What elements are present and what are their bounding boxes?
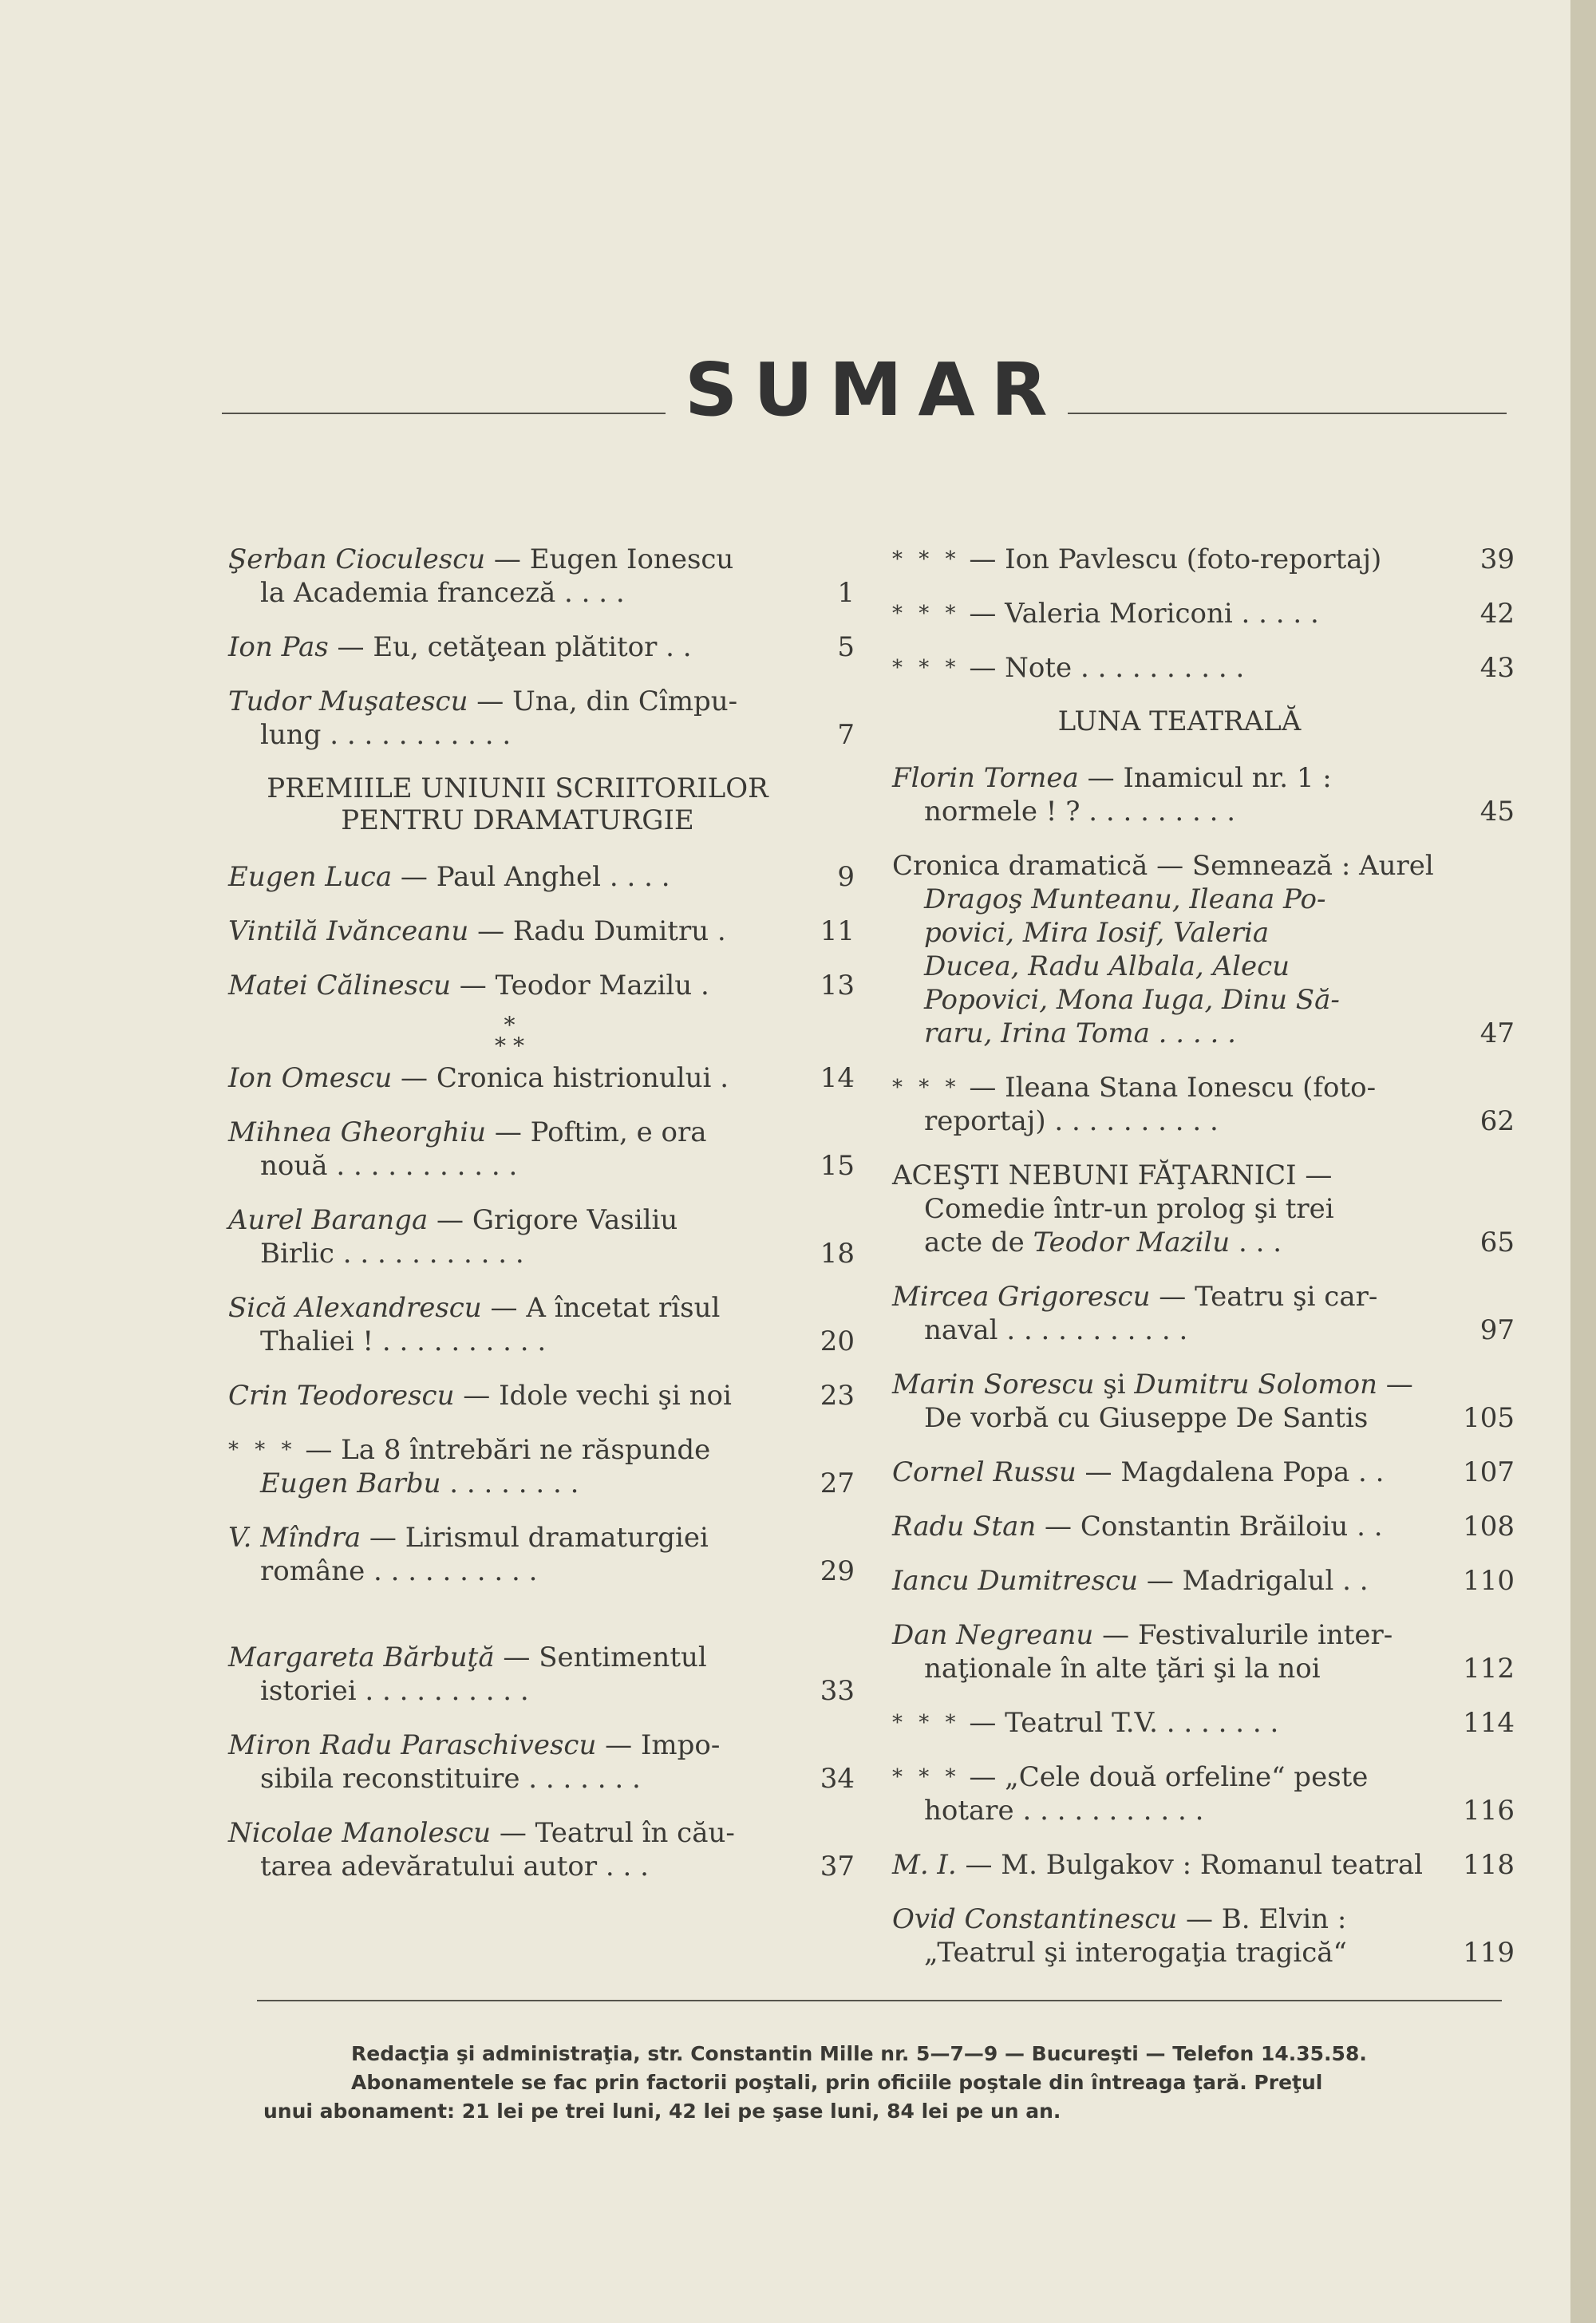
entry-first-line: [228, 1641, 791, 1674]
entry-title-cont: Popovici, Mona Iuga, Dinu Să-: [924, 984, 1340, 1016]
asterisks-mark: * * *: [892, 602, 961, 626]
footer-line-subscriptions: Abonamentele se fac prin factorii poştali, prin oficiile poştale din întreaga ţară. Preţul: [351, 2071, 1323, 2094]
entry-first-line: [892, 1510, 1451, 1543]
entry-author: Dan Negreanu: [892, 1619, 1094, 1651]
entry-title: —: [1377, 1369, 1413, 1401]
page-number: 105: [1463, 1402, 1515, 1434]
page-number: 47: [1479, 1017, 1515, 1049]
entry-title: Eu, cetăţean plătitor . .: [373, 631, 692, 663]
entry-title-cont: „Teatrul şi interogaţia tragică“: [924, 1937, 1347, 1969]
toc-entry[interactable]: [228, 1816, 855, 1883]
page-number: 5: [837, 631, 855, 663]
entry-author: Margareta Bărbuţă: [228, 1642, 495, 1673]
toc-entry[interactable]: [892, 1510, 1515, 1543]
page-number: 107: [1463, 1456, 1515, 1488]
entry-title-cont: tarea adevăratului autor . . .: [260, 1851, 649, 1882]
entry-separator: —: [392, 861, 437, 893]
entry-continuation-line: [892, 1104, 1451, 1138]
entry-separator: —: [361, 1522, 405, 1554]
entry-title: Radu Dumitru .: [512, 915, 726, 947]
entry-author: V. Mîndra: [228, 1522, 361, 1554]
entry-separator: —: [491, 1817, 535, 1849]
spacer: [228, 1609, 855, 1641]
page-number: 34: [820, 1763, 855, 1795]
toc-entry[interactable]: [892, 1706, 1515, 1740]
entry-first-line: [228, 1116, 791, 1149]
entry-title: Sentimentul: [539, 1642, 707, 1673]
entry-title-cont: lung . . . . . . . . . . .: [260, 719, 512, 751]
entry-first-line: [228, 969, 791, 1002]
entry-separator: —: [328, 631, 373, 663]
entry-separator: —: [1177, 1903, 1222, 1935]
entry-first-line: [892, 849, 1451, 883]
entry-first-line: [892, 1706, 1451, 1740]
entry-author: Marin Sorescu: [892, 1369, 1095, 1401]
entry-separator: —: [481, 1292, 527, 1324]
footer-line-address: Redacţia şi administraţia, str. Constantin Mille nr. 5—7—9 — Bucureşti — Telefon 14.35.58.: [351, 2042, 1367, 2065]
entry-author: Aurel Baranga: [228, 1204, 429, 1236]
entry-title: Lirismul dramaturgiei: [405, 1522, 709, 1554]
page-number: 39: [1479, 543, 1515, 575]
entry-separator: —: [428, 1204, 472, 1236]
page-number: 33: [820, 1675, 855, 1707]
entry-separator: —: [485, 543, 530, 575]
entry-continuation-line: [892, 1936, 1451, 1969]
entry-continuation-line: [228, 1674, 791, 1708]
toc-entry[interactable]: [228, 860, 855, 894]
entry-title-cont: naval . . . . . . . . . . .: [924, 1314, 1188, 1346]
entry-first-line: [892, 597, 1451, 630]
entry-continuation-line: [228, 1762, 791, 1796]
entry-separator: —: [392, 1062, 437, 1094]
entry-continuation-line: [892, 916, 1451, 950]
entry-continuation-line: [228, 1850, 791, 1883]
toc-entry[interactable]: [892, 849, 1515, 1050]
toc-entry[interactable]: [892, 1368, 1515, 1435]
toc-entry[interactable]: [228, 1379, 855, 1412]
entry-title: „Cele două orfeline“ peste: [1005, 1761, 1369, 1793]
entry-title: A încetat rîsul: [526, 1292, 721, 1324]
entry-title-cont: normele ! ? . . . . . . . . .: [924, 796, 1236, 828]
entry-author: Florin Tornea: [892, 762, 1079, 794]
entry-continuation-line: [228, 1555, 791, 1588]
page-number: 118: [1463, 1849, 1515, 1881]
toc-left-column: [228, 543, 855, 1904]
entry-first-line: [892, 543, 1451, 576]
asterism-separator: * * *: [495, 1012, 524, 1059]
entry-continuation-line: [228, 1467, 791, 1500]
entry-continuation-line: [892, 1401, 1451, 1435]
entry-continuation-line: [228, 576, 791, 610]
entry-first-line: [892, 1618, 1451, 1652]
entry-title-cont: povici, Mira Iosif, Valeria: [924, 917, 1270, 949]
entry-title: M. Bulgakov : Romanul teatral: [1001, 1849, 1424, 1881]
entry-title: Teatrul T.V. . . . . . . .: [1005, 1707, 1279, 1739]
toc-entry[interactable]: [892, 1159, 1515, 1259]
entry-author: Nicolae Manolescu: [228, 1817, 492, 1849]
toc-entry[interactable]: [228, 1203, 855, 1270]
entry-title: Constantin Brăiloiu . .: [1080, 1511, 1383, 1543]
entry-title: Cronica histrionului .: [436, 1062, 729, 1094]
entry-title: Valeria Moriconi . . . . .: [1005, 598, 1319, 630]
asterisks-mark: * * *: [892, 1765, 961, 1789]
entry-title: Teatru şi car-: [1195, 1281, 1378, 1313]
entry-title-cont: la Academia franceză . . . .: [260, 577, 625, 609]
entry-first-line: [892, 1280, 1451, 1314]
entry-separator: —: [1078, 762, 1124, 794]
entry-author: Miron Radu Paraschivescu: [228, 1729, 597, 1761]
toc-entry[interactable]: [892, 597, 1515, 630]
entry-title-cont: Thaliei ! . . . . . . . . . .: [260, 1325, 547, 1357]
entry-author: Şerban Cioculescu: [228, 543, 486, 575]
page-number: 14: [820, 1062, 855, 1094]
title-row: [222, 347, 1507, 433]
page-number: 112: [1463, 1653, 1515, 1685]
toc-entry[interactable]: [892, 1564, 1515, 1598]
entry-first-line: [892, 1902, 1451, 1936]
entry-title-cont: istoriei . . . . . . . . . .: [260, 1675, 529, 1707]
entry-title-cont: hotare . . . . . . . . . . .: [924, 1795, 1204, 1827]
entry-continuation-line: [892, 1794, 1451, 1827]
entry-continuation-line: [892, 883, 1451, 916]
toc-entry[interactable]: [892, 543, 1515, 576]
page-number: 18: [820, 1238, 855, 1270]
entry-first-line: [892, 1564, 1451, 1598]
entry-author: Radu Stan: [892, 1511, 1037, 1543]
entry-title-cont: reportaj) . . . . . . . . . .: [924, 1105, 1219, 1137]
entry-title: B. Elvin :: [1221, 1903, 1347, 1935]
entry-separator: —: [960, 1707, 1005, 1739]
page-number: 23: [820, 1380, 855, 1412]
page-number: 97: [1479, 1314, 1515, 1346]
entry-title: Teodor Mazilu .: [495, 970, 709, 1001]
toc-entry[interactable]: [228, 1521, 855, 1588]
page-number: 114: [1463, 1707, 1515, 1739]
entry-first-line: [228, 1433, 791, 1467]
entry-title-cont: nouă . . . . . . . . . . .: [260, 1150, 518, 1182]
entry-title-cont: Dragoş Munteanu, Ileana Po-: [924, 883, 1326, 915]
entry-title: Note . . . . . . . . . .: [1005, 652, 1245, 684]
entry-author: M. I.: [892, 1849, 957, 1881]
entry-separator: —: [1150, 1281, 1195, 1313]
page-number: 7: [837, 719, 855, 751]
entry-author: Vintilă Ivănceanu: [228, 915, 469, 947]
entry-first-line: [892, 651, 1451, 685]
entry-continuation-line: [228, 1325, 791, 1358]
page-number: 116: [1463, 1795, 1515, 1827]
page-number: 45: [1479, 796, 1515, 828]
entry-title: Festivalurile inter-: [1137, 1619, 1393, 1651]
entry-author: Ovid Constantinescu: [892, 1903, 1178, 1935]
entry-title: Ileana Stana Ionescu (foto-: [1005, 1072, 1377, 1104]
entry-separator: —: [1138, 1565, 1183, 1597]
entry-title: Poftim, e ora: [530, 1116, 707, 1148]
entry-title-cont: Comedie într-un prolog şi trei: [924, 1193, 1334, 1225]
entry-continuation-line: [892, 983, 1451, 1017]
footer-rule: [257, 2000, 1502, 2001]
toc-entry[interactable]: [228, 543, 855, 610]
entry-author: Mircea Grigorescu: [892, 1281, 1151, 1313]
section-heading: LUNA TEATRALĂ: [1057, 705, 1302, 737]
entry-separator: şi: [1094, 1369, 1135, 1401]
entry-first-line: [892, 1456, 1451, 1489]
entry-title-cont: sibila reconstituire . . . . . . .: [260, 1763, 641, 1795]
entry-first-line: [228, 915, 791, 948]
entry-continuation-line: [892, 950, 1451, 983]
toc-entry[interactable]: [892, 1902, 1515, 1969]
entry-separator: —: [960, 1761, 1005, 1793]
page-number: 110: [1463, 1565, 1515, 1597]
entry-separator: —: [486, 1116, 531, 1148]
page-number: 13: [820, 970, 855, 1001]
entry-title-cont: naţionale în alte ţări şi la noi: [924, 1653, 1321, 1685]
toc-entry[interactable]: [228, 685, 855, 752]
toc-entry[interactable]: [892, 1618, 1515, 1685]
toc-entry[interactable]: [228, 1641, 855, 1708]
entry-first-line: [892, 1368, 1451, 1401]
entry-title: Una, din Cîmpu-: [512, 685, 738, 717]
toc-entry[interactable]: [228, 1728, 855, 1796]
toc-entry[interactable]: [228, 1116, 855, 1183]
entry-separator: —: [1036, 1511, 1080, 1543]
entry-continuation-line: [892, 1314, 1451, 1347]
page-number: 15: [820, 1150, 855, 1182]
section-heading: PREMIILE UNIUNII SCRIITORILOR PENTRU DRAMATURGIE: [267, 772, 768, 836]
entry-continuation-line: [892, 795, 1451, 828]
toc-entry[interactable]: [228, 1291, 855, 1358]
entry-continuation-line: [228, 718, 791, 752]
entry-first-line: [228, 685, 791, 718]
entry-author: Eugen Luca: [228, 861, 393, 893]
entry-author: Sică Alexandrescu: [228, 1292, 482, 1324]
entry-title-cont: Birlic . . . . . . . . . . .: [260, 1238, 524, 1270]
entry-first-line: [892, 1071, 1451, 1104]
page-number: 65: [1479, 1227, 1515, 1258]
toc-entry[interactable]: [892, 1760, 1515, 1827]
entry-title: Ion Pavlescu (foto-reportaj): [1005, 543, 1382, 575]
entry-first-line: [228, 1061, 791, 1095]
entry-separator: —: [960, 1072, 1005, 1104]
entry-title: Inamicul nr. 1 :: [1123, 762, 1332, 794]
entry-continuation-line: [892, 1226, 1451, 1259]
entry-dots: . . . . . . . .: [440, 1468, 579, 1499]
page-number: 20: [820, 1325, 855, 1357]
page-number: 29: [820, 1555, 855, 1587]
entry-author: Tudor Muşatescu: [228, 685, 468, 717]
entry-title: Teatrul în cău-: [535, 1817, 735, 1849]
entry-separator: —: [956, 1849, 1001, 1881]
toc-entry[interactable]: [228, 1433, 855, 1500]
asterisks-mark: * * *: [892, 547, 961, 571]
entry-author: Matei Călinescu: [228, 970, 451, 1001]
entry-separator: —: [960, 543, 1005, 575]
entry-separator: —: [596, 1729, 641, 1761]
title-rule-right: [1068, 413, 1507, 414]
entry-separator: —: [1076, 1456, 1121, 1488]
entry-author: Cornel Russu: [892, 1456, 1077, 1488]
entry-title-cont: române . . . . . . . . . .: [260, 1555, 538, 1587]
entry-dots: . . .: [1230, 1227, 1282, 1258]
toc-entry[interactable]: [892, 1071, 1515, 1138]
page-edge: [1570, 0, 1596, 2323]
entry-author: Ion Omescu: [228, 1062, 393, 1094]
entry-title: Madrigalul . .: [1182, 1565, 1369, 1597]
entry-continuation-line: [228, 1237, 791, 1270]
toc-entry[interactable]: [892, 1456, 1515, 1489]
entry-first-line: [228, 1521, 791, 1555]
toc-entry[interactable]: [228, 1061, 855, 1095]
toc-entry[interactable]: [228, 915, 855, 948]
entry-title-cont: acte de: [924, 1227, 1025, 1258]
entry-coauthor: Dumitru Solomon: [1134, 1369, 1377, 1401]
entry-first-line: [228, 1816, 791, 1850]
entry-title: Idole vechi şi noi: [499, 1380, 732, 1412]
page-number: 108: [1463, 1511, 1515, 1543]
entry-separator: —: [454, 1380, 500, 1412]
entry-title: Cronica dramatică — Semnează : Aurel: [892, 850, 1434, 882]
page-number: 1: [837, 577, 855, 609]
entry-title: Grigore Vasiliu: [472, 1204, 678, 1236]
page-number: 9: [837, 861, 855, 893]
entry-separator: —: [451, 970, 496, 1001]
entry-title-cont: raru, Irina Toma . . . . .: [924, 1017, 1236, 1049]
entry-first-line: [228, 860, 791, 894]
entry-author: Teodor Mazilu: [1033, 1227, 1231, 1258]
page-title: SUMAR: [685, 347, 1064, 433]
entry-separator: —: [1093, 1619, 1138, 1651]
entry-first-line: [892, 1760, 1451, 1794]
entry-first-line: [228, 1379, 791, 1412]
toc-entry[interactable]: [892, 761, 1515, 828]
entry-first-line: [892, 1848, 1451, 1882]
entry-title: ACEŞTI NEBUNI FĂŢARNICI —: [892, 1160, 1333, 1191]
entry-separator: —: [468, 685, 513, 717]
entry-first-line: [228, 630, 791, 664]
entry-first-line: [892, 761, 1451, 795]
page-number: 42: [1479, 598, 1515, 630]
entry-continuation-line: [228, 1149, 791, 1183]
entry-separator: —: [296, 1434, 342, 1466]
entry-title: Eugen Ionescu: [529, 543, 734, 575]
entry-separator: —: [468, 915, 513, 947]
entry-title: Paul Anghel . . . .: [436, 861, 670, 893]
page-number: 11: [820, 915, 855, 947]
asterisks-mark: * * *: [892, 1076, 961, 1100]
entry-first-line: [228, 1203, 791, 1237]
toc-entry[interactable]: [892, 1280, 1515, 1347]
entry-author: Ion Pas: [228, 631, 329, 663]
entry-title: Magdalena Popa . .: [1120, 1456, 1385, 1488]
footer-imprint: [263, 2040, 1508, 2126]
asterisks-mark: * * *: [228, 1438, 297, 1462]
toc-right-column: [892, 543, 1515, 1990]
entry-continuation-line: [892, 1017, 1451, 1050]
entry-first-line: [228, 543, 791, 576]
toc-entry[interactable]: [228, 969, 855, 1002]
entry-title-cont: De vorbă cu Giuseppe De Santis: [924, 1402, 1369, 1434]
entry-first-line: [892, 1159, 1451, 1192]
entry-author: Iancu Dumitrescu: [892, 1565, 1139, 1597]
entry-first-line: [228, 1291, 791, 1325]
entry-author: Mihnea Gheorghiu: [228, 1116, 487, 1148]
asterisks-mark: * * *: [892, 1711, 961, 1735]
asterisks-mark: * * *: [892, 656, 961, 680]
toc-entry[interactable]: [892, 1848, 1515, 1882]
entry-title-cont: Ducea, Radu Albala, Alecu: [924, 950, 1290, 982]
entry-separator: —: [960, 652, 1005, 684]
page-number: 119: [1463, 1937, 1515, 1969]
entry-separator: —: [960, 598, 1005, 630]
title-rule-left: [222, 413, 666, 414]
entry-continuation-line: [892, 1652, 1451, 1685]
entry-continuation-line: [892, 1192, 1451, 1226]
entry-title: Impo-: [640, 1729, 721, 1761]
page-number: 27: [820, 1468, 855, 1499]
entry-title: La 8 întrebări ne răspunde: [341, 1434, 711, 1466]
footer-line-prices: unui abonament: 21 lei pe trei luni, 42 lei pe şase luni, 84 lei pe un an.: [263, 2100, 1061, 2123]
toc-entry[interactable]: [228, 630, 855, 664]
page-number: 37: [820, 1851, 855, 1882]
entry-first-line: [228, 1728, 791, 1762]
entry-author: Crin Teodorescu: [228, 1380, 455, 1412]
entry-separator: —: [494, 1642, 539, 1673]
page-number: 62: [1479, 1105, 1515, 1137]
page-number: 43: [1479, 652, 1515, 684]
toc-entry[interactable]: [892, 651, 1515, 685]
entry-author: Eugen Barbu: [260, 1468, 441, 1499]
